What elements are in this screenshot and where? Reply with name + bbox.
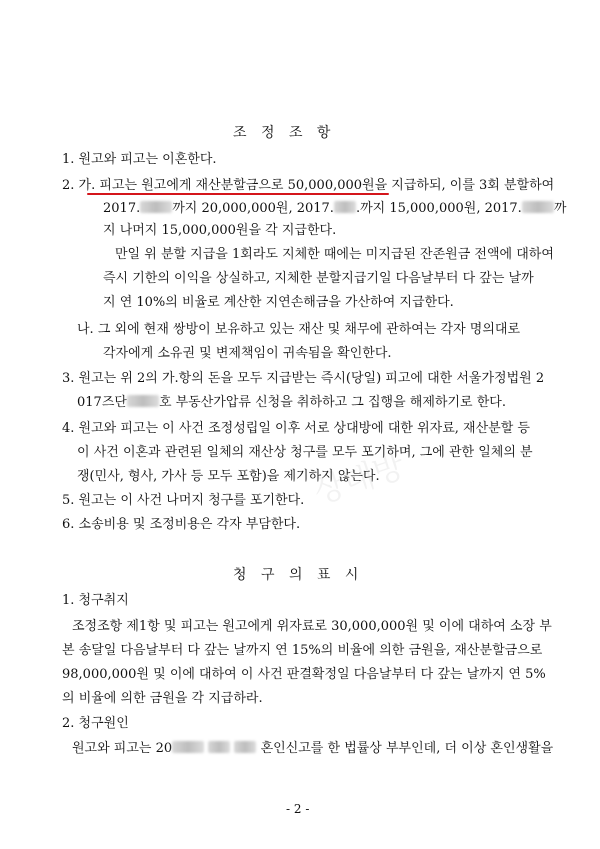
term-3-rest-text: 호 부동산가압류 신청을 취하하고 그 집행을 해제하기로 한다. — [158, 395, 506, 410]
case-number-prefix: 017즈단 — [77, 395, 127, 410]
page-number: - 2 - — [286, 802, 310, 816]
term-2-ga-para-line2: 즉시 기한의 이익을 상실하고, 지체한 분할지급기일 다음날부터 다 갚는 날까 — [103, 271, 534, 286]
claim-purpose-line1: 조정조항 제1항 및 피고는 원고에게 위자료로 30,000,000원 및 이에 대하여 소장 부 — [72, 619, 552, 634]
term-2-na-line2: 각자에게 소유권 및 변제책임이 귀속됨을 확인한다. — [103, 346, 392, 361]
section-title-claim-statement: 청 구 의 표 시 — [233, 567, 364, 583]
term-3-line1: 3. 원고는 위 2의 가.항의 돈을 모두 지급받는 즉시(당일) 피고에 대한 서울가정법원 2 — [62, 371, 545, 386]
claim-cause-prefix: 원고와 피고는 20 — [72, 741, 173, 756]
redacted-date — [172, 741, 204, 753]
term-2-ga-para-line1: 만일 위 분할 지급을 1회라도 지체한 때에는 미지급된 잔존원금 전액에 대하여 — [115, 247, 554, 262]
red-emphasis-underline — [87, 193, 389, 195]
term-2-ga-line3: 지 나머지 15,000,000원을 각 지급한다. — [103, 223, 337, 238]
redacted-case-number — [127, 395, 159, 407]
term-4-line2: 이 사건 이혼과 관련된 일체의 재산상 청구를 모두 포기하며, 그에 관한 일체의 분 — [77, 445, 533, 460]
term-1: 1. 원고와 피고는 이혼한다. — [62, 152, 217, 167]
redacted-date — [234, 741, 256, 753]
term-5: 5. 원고는 이 사건 나머지 청구를 포기한다. — [62, 493, 305, 508]
term-2-ga-para-line3: 지 연 10%의 비율로 계산한 지연손해금을 가산하여 지급한다. — [103, 295, 454, 310]
claim-purpose-line4: 의 비율에 의한 금원을 각 지급하라. — [62, 691, 263, 706]
watermark: 상대방 — [309, 446, 409, 512]
term-2-ga-label: 가. — [78, 178, 96, 193]
claim-purpose-line2: 본 송달일 다음날부터 다 갚는 날까지 연 15%의 비율에 의한 금원을, 재산분할금으로 — [62, 643, 543, 658]
claim-cause-rest: 혼인신고를 한 법률상 부부인데, 더 이상 혼인생활을 — [260, 741, 554, 756]
installment-2-text: .까지 15,000,000원, 2017. — [355, 201, 522, 216]
term-4-line1: 4. 원고와 피고는 이 사건 조정성립일 이후 서로 상대방에 대한 위자료, 재산분할 등 — [62, 421, 530, 436]
term-3-line2 — [77, 394, 506, 412]
installment-1-text: 까지 20,000,000원, 2017. — [172, 201, 334, 216]
claim-purpose-heading: 1. 청구취지 — [62, 593, 129, 608]
redacted-date — [522, 201, 554, 213]
redacted-date — [208, 741, 230, 753]
redacted-date — [140, 201, 172, 213]
term-2-ga-emphasized-text: 피고는 원고에게 재산분할금으로 50,000,000원을 지급하 — [99, 178, 429, 193]
term-2-na-line1: 나. 그 외에 현재 쌍방이 보유하고 있는 재산 및 채무에 관하여는 각자 명의대로 — [77, 322, 521, 337]
claim-purpose-line3: 98,000,000원 및 이에 대하여 이 사건 판결확정일 다음날부터 다 갚는 날까지 연 5% — [62, 667, 546, 682]
claim-cause-line1 — [72, 740, 553, 758]
claim-cause-heading: 2. 청구원인 — [62, 716, 129, 731]
date-text: 2017. — [103, 201, 141, 216]
term-2-ga-rest-text: 되, 이를 3회 분할하여 — [428, 178, 555, 193]
term-4-line3: 쟁(민사, 형사, 가사 등 모두 포함)을 제기하지 않는다. — [77, 469, 380, 484]
section-title-mediation-terms: 조 정 조 항 — [233, 125, 336, 141]
installment-3-text: 까 — [553, 201, 567, 216]
term-2-number: 2. — [62, 178, 75, 193]
term-6: 6. 소송비용 및 조정비용은 각자 부담한다. — [62, 517, 301, 532]
redacted-date — [334, 201, 356, 213]
term-2-ga-line2 — [103, 200, 566, 218]
